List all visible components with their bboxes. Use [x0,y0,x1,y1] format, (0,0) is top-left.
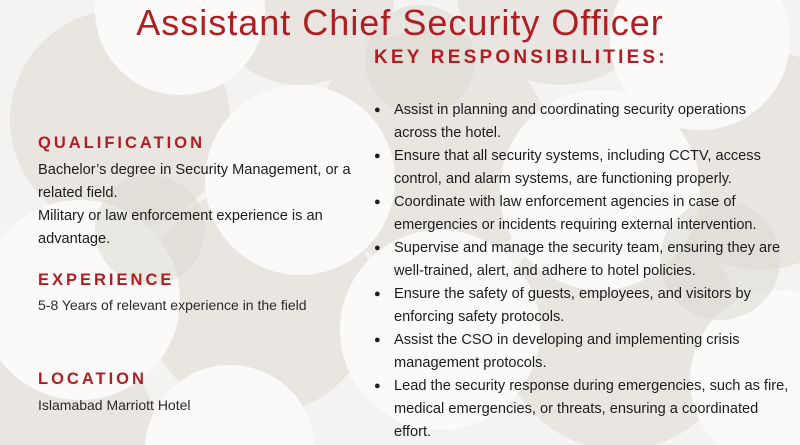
list-item [372,329,790,375]
list-item [372,375,790,444]
list-item [372,283,790,329]
list-item-text: Assist in planning and coordinating security operations across the hotel. [394,102,747,141]
list-item [372,145,790,191]
bullet-icon: ● [374,242,381,254]
list-item [372,99,790,145]
experience-heading: EXPERIENCE [38,271,175,289]
key-responsibilities-heading: KEY RESPONSIBILITIES: [374,47,668,68]
bullet-icon: ● [374,288,381,300]
location-text: Islamabad Marriott Hotel [38,397,191,413]
list-item-text: Ensure the safety of guests, employees, and visitors by enforcing safety protocols. [394,286,751,325]
bullet-icon: ● [374,104,381,116]
bullet-icon: ● [374,150,381,162]
list-item [372,191,790,237]
bullet-icon: ● [374,196,381,208]
list-item [372,237,790,283]
qualification-text [38,159,378,251]
list-item-text: Assist the CSO in developing and implementing crisis management protocols. [394,332,740,371]
list-item-text: Supervise and manage the security team, ensuring they are well-trained, alert, and adhere to hotel policies. [394,240,781,279]
qualification-heading: QUALIFICATION [38,134,206,152]
experience-text: 5-8 Years of relevant experience in the field [38,297,307,313]
bullet-icon: ● [374,334,381,346]
list-item-text: Lead the security response during emergencies, such as fire, medical emergencies, or threats, ensuring a coordinated effort. [394,378,789,440]
qualification-line: Military or law enforcement experience is an advantage. [38,208,323,247]
list-item-text: Coordinate with law enforcement agencies in case of emergencies or incidents requiring external intervention. [394,194,757,233]
list-item-text: Ensure that all security systems, including CCTV, access control, and alarm systems, are functioning properly. [394,148,761,187]
job-title: Assistant Chief Security Officer [136,2,664,44]
qualification-line: Bachelor’s degree in Security Management, or a related field. [38,162,351,201]
key-responsibilities-list [372,99,790,444]
location-heading: LOCATION [38,370,147,388]
bullet-icon: ● [374,380,381,392]
